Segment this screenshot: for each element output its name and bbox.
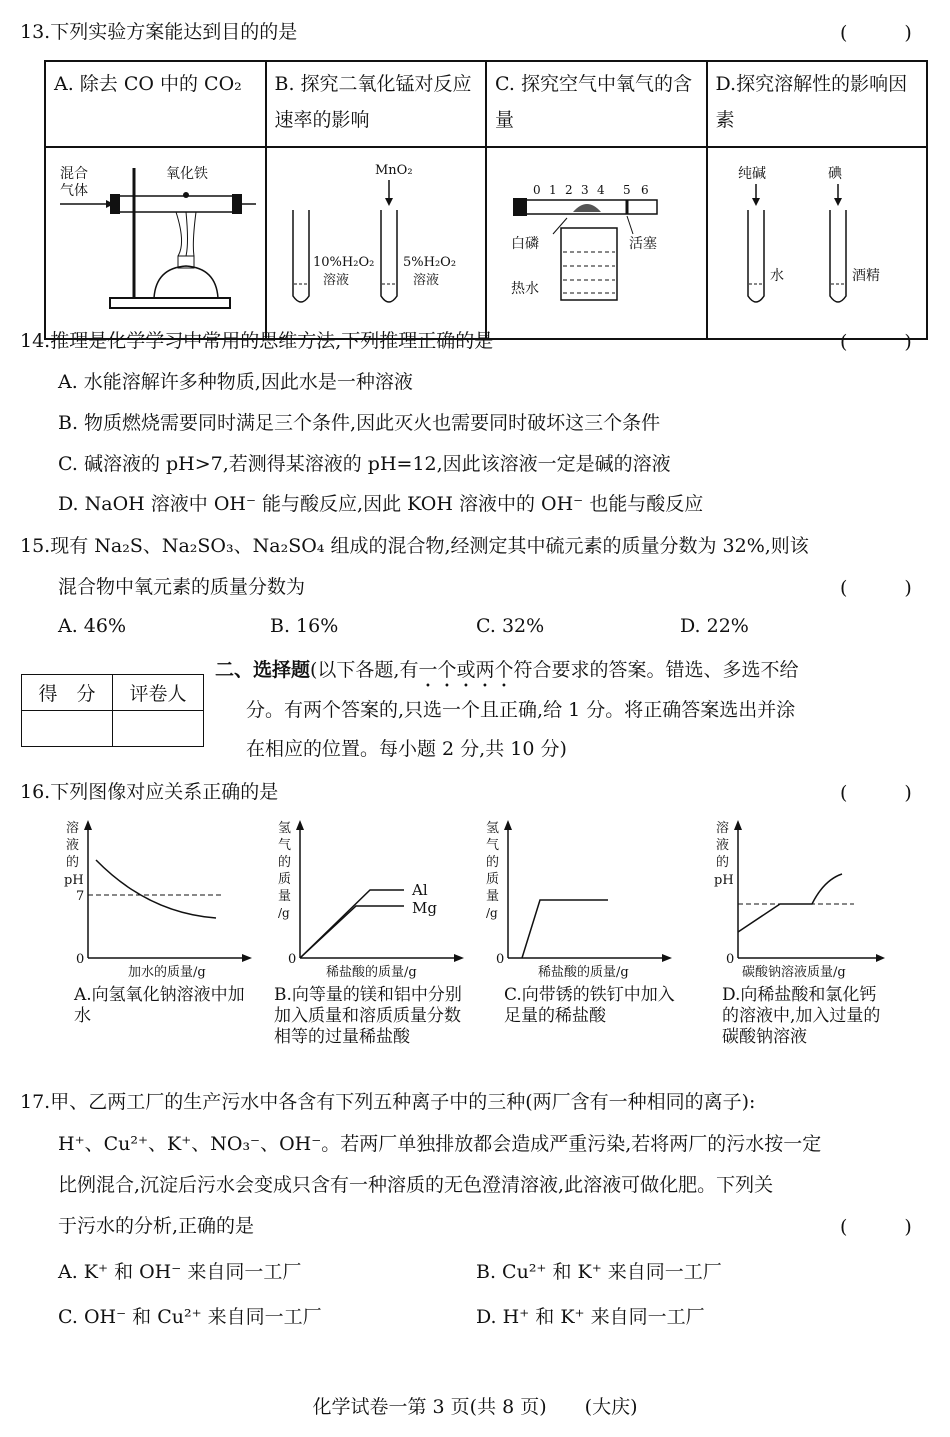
section2-line1-post: 符合要求的答案。错选、多选不给 [513, 659, 799, 681]
q16-stem: 16.下列图像对应关系正确的是 [20, 781, 279, 803]
fig-c-piston-leader [627, 216, 633, 234]
graph-c-ylabel-5: 量 [486, 889, 500, 904]
graph-a-xlabel: 加水的质量/g [128, 965, 206, 980]
graph-c-origin: 0 [496, 952, 505, 967]
q14-stem: 14.推理是化学学习中常用的思维方法,下列推理正确的是 [20, 330, 494, 352]
q16-graph-a [58, 818, 258, 980]
fig-a-flame [176, 212, 196, 256]
q15-option-a: A. 46% [58, 615, 127, 637]
graph-b-line-mg [300, 906, 404, 958]
fig-c-tick-3: 3 [581, 183, 589, 197]
fig-b-tube-right [381, 210, 397, 302]
grader-cell [113, 711, 204, 747]
fig-d-arrowhead-right [834, 198, 842, 206]
fig-c-p-leader [553, 218, 567, 234]
graph-c-xlabel: 稀盐酸的质量/g [538, 965, 629, 980]
q17-stem-line4: 于污水的分析,正确的是 [58, 1215, 255, 1237]
q17-option-a: A. K⁺ 和 OH⁻ 来自同一工厂 [58, 1261, 302, 1283]
q15-answer-paren: ( ) [840, 577, 912, 599]
section2-line1-emph: 一个或两个 [418, 659, 514, 681]
fig-d-text-alcohol: 酒精 [851, 268, 880, 284]
fig-a-stopper-right [232, 194, 242, 214]
q14-option-d: D. NaOH 溶液中 OH⁻ 能与酸反应,因此 KOH 溶液中的 OH⁻ 也能与酸反应 [58, 493, 704, 515]
q17-option-c: C. OH⁻ 和 Cu²⁺ 来自同一工厂 [58, 1306, 322, 1328]
fig-a-powder [183, 192, 189, 198]
q16-graph-a-caption: A.向氢氧化钠溶液中加水 [74, 985, 245, 1026]
fig-b-text-sol1: 溶液 [322, 273, 349, 288]
graph-b-ylabel-4: 质 [278, 872, 292, 887]
q16-answer-paren: ( ) [840, 782, 912, 804]
graph-b-x-arrow [454, 954, 464, 962]
fig-b-text-sol2: 溶液 [412, 273, 439, 288]
graph-c-ylabel-3: 的 [486, 855, 500, 870]
q14-option-c: C. 碱溶液的 pH>7,若测得某溶液的 pH=12,因此该溶液一定是碱的溶液 [58, 453, 671, 475]
graph-b-xlabel: 稀盐酸的质量/g [326, 965, 417, 980]
graph-b-ylabel-1: 氢 [278, 821, 292, 836]
q15-stem-line1: 15.现有 Na₂S、Na₂SO₃、Na₂SO₄ 组成的混合物,经测定其中硫元素的质量分数为 32%,则该 [20, 535, 809, 557]
fig-c-tick-5: 5 [623, 183, 631, 197]
graph-c-ylabel-4: 质 [486, 872, 500, 887]
fig-c-phosphorus [573, 204, 601, 212]
graph-b-origin: 0 [288, 952, 297, 967]
q16-graph-c [478, 818, 678, 980]
graph-d-ylabel-4: pH [714, 873, 734, 888]
fig-c-text-piston: 活塞 [629, 236, 657, 252]
graph-b-line-al [300, 890, 404, 958]
fig-d-text-soda: 纯碱 [737, 166, 766, 182]
graph-a-ylabel-2: 液 [66, 838, 80, 853]
score-cell [22, 711, 113, 747]
graph-b-label-mg: Mg [412, 899, 437, 917]
q13-options-table [44, 60, 928, 340]
graph-d-y-arrow [734, 820, 742, 830]
graph-c-x-arrow [662, 954, 672, 962]
section2-instructions-line2: 分。有两个答案的,只选一个且正确,给 1 分。将正确答案选出并涂 [246, 699, 796, 721]
graph-b-ylabel-2: 气 [278, 838, 292, 853]
q17-option-b: B. Cu²⁺ 和 K⁺ 来自同一工厂 [476, 1261, 722, 1283]
q14-option-b: B. 物质燃烧需要同时满足三个条件,因此灭火也需要同时破坏这三个条件 [58, 412, 661, 434]
score-box [21, 674, 204, 747]
fig-d-text-water: 水 [769, 268, 784, 284]
graph-a-ylabel-1: 溶 [66, 821, 80, 836]
fig-d-text-iodine: 碘 [827, 166, 842, 182]
fig-b-text-mno2: MnO₂ [374, 163, 413, 178]
fig-d-arrowhead-left [752, 198, 760, 206]
fig-c-beaker [561, 228, 617, 300]
figure-c-oxygen-apparatus [487, 148, 701, 326]
q16-graph-c-caption: C.向带锈的铁钉中加入足量的稀盐酸 [504, 985, 675, 1026]
q13-option-a-label: A. 除去 CO 中的 CO₂ [45, 61, 266, 147]
graph-d-x-arrow [876, 954, 885, 962]
q15-option-b: B. 16% [270, 615, 339, 637]
figure-d-test-tubes [708, 148, 922, 326]
page-footer: 化学试卷一第 3 页(共 8 页) (大庆) [312, 1396, 638, 1418]
figure-a-apparatus [46, 148, 260, 326]
q16-graph-d [686, 818, 886, 980]
section2-instructions-line3: 在相应的位置。每小题 2 分,共 10 分) [246, 738, 567, 760]
grader-header: 评卷人 [113, 675, 204, 711]
figure-b-test-tubes [267, 148, 481, 326]
q15-stem-line2: 混合物中氧元素的质量分数为 [58, 576, 306, 598]
fig-c-tick-6: 6 [641, 183, 649, 197]
graph-c-ylabel-6: /g [486, 906, 498, 920]
graph-d-ylabel-3: 的 [716, 855, 730, 870]
section2-title: 二、选择题 [215, 659, 311, 681]
q13-option-d-label: D.探究溶解性的影响因素 [707, 61, 928, 147]
q13-option-c-label: C. 探究空气中氧气的含量 [486, 61, 707, 147]
q13-figure-a [45, 147, 266, 339]
graph-b-ylabel-5: 量 [278, 889, 292, 904]
q13-option-b-label: B. 探究二氧化锰对反应速率的影响 [266, 61, 487, 147]
fig-c-tick-1: 1 [549, 183, 557, 197]
section2-line1-pre: (以下各题,有 [310, 659, 419, 681]
q15-option-c: C. 32% [476, 615, 545, 637]
graph-d-curve [738, 874, 842, 932]
graph-a-curve [96, 860, 216, 918]
q17-stem-line1: 17.甲、乙两工厂的生产污水中各含有下列五种离子中的三种(两厂含有一种相同的离子): [20, 1091, 756, 1113]
q13-figure-b [266, 147, 487, 339]
graph-d-ylabel-2: 液 [716, 838, 730, 853]
fig-c-tick-0: 0 [533, 183, 541, 197]
fig-c-tick-2: 2 [565, 183, 573, 197]
graph-d-ylabel-1: 溶 [716, 821, 730, 836]
q13-figure-d [707, 147, 928, 339]
graph-c-line [522, 900, 608, 958]
fig-c-tick-4: 4 [597, 183, 605, 197]
q16-graph-d-caption: D.向稀盐酸和氯化钙的溶液中,加入过量的碳酸钠溶液 [722, 985, 881, 1047]
q14-answer-paren: ( ) [840, 331, 912, 353]
score-header: 得 分 [22, 675, 113, 711]
fig-d-tube-right [830, 210, 846, 302]
q16-graph-b [270, 818, 470, 980]
fig-c-text-hot-water: 热水 [511, 281, 539, 297]
fig-a-stopper-left [110, 194, 120, 214]
graph-d-xlabel: 碳酸钠溶液质量/g [742, 965, 846, 980]
fig-a-text-mixed: 混合 [60, 166, 88, 182]
graph-d-origin: 0 [726, 952, 735, 967]
fig-b-text-5: 5%H₂O₂ [402, 255, 456, 270]
graph-a-ylabel-3: 的 [66, 855, 80, 870]
fig-a-lamp [154, 266, 218, 298]
q17-stem-line3: 比例混合,沉淀后污水会变成只含有一种溶质的无色澄清溶液,此溶液可做化肥。下列关 [58, 1174, 774, 1196]
fig-b-arrowhead [385, 198, 393, 206]
graph-c-y-arrow [504, 820, 512, 830]
fig-d-tube-left [748, 210, 764, 302]
graph-b-label-al: Al [412, 881, 428, 899]
graph-a-origin: 0 [76, 952, 85, 967]
q17-stem-line2: H⁺、Cu²⁺、K⁺、NO₃⁻、OH⁻。若两厂单独排放都会造成严重污染,若将两厂的污水按一定 [58, 1133, 822, 1155]
fig-b-tube-left [293, 210, 309, 302]
fig-c-text-phosphorus: 白磷 [511, 236, 539, 252]
fig-a-text-gas: 气体 [60, 183, 88, 199]
graph-a-tick-7: 7 [76, 889, 85, 904]
graph-c-ylabel-1: 氢 [486, 821, 500, 836]
fig-a-stand-base [110, 298, 230, 308]
graph-a-x-arrow [242, 954, 252, 962]
graph-a-y-arrow [84, 820, 92, 830]
q13-answer-paren: ( ) [840, 22, 912, 44]
fig-a-text-iron-oxide: 氧化铁 [166, 166, 208, 182]
q13-figure-c [486, 147, 707, 339]
fig-c-stopper [513, 198, 527, 216]
q17-answer-paren: ( ) [840, 1216, 912, 1238]
q15-option-d: D. 22% [680, 615, 749, 637]
q16-graph-b-caption: B.向等量的镁和铝中分别加入质量和溶质质量分数相等的过量稀盐酸 [274, 985, 462, 1047]
graph-b-y-arrow [296, 820, 304, 830]
q17-option-d: D. H⁺ 和 K⁺ 来自同一工厂 [476, 1306, 705, 1328]
graph-b-ylabel-6: /g [278, 906, 290, 920]
graph-c-ylabel-2: 气 [486, 838, 500, 853]
graph-a-ylabel-4: pH [64, 873, 84, 888]
section2-instructions-line1 [215, 656, 799, 692]
q14-option-a: A. 水能溶解许多种物质,因此水是一种溶液 [58, 371, 413, 393]
fig-b-text-10: 10%H₂O₂ [312, 255, 374, 270]
graph-b-ylabel-3: 的 [278, 855, 292, 870]
q13-stem: 13.下列实验方案能达到目的的是 [20, 21, 298, 43]
